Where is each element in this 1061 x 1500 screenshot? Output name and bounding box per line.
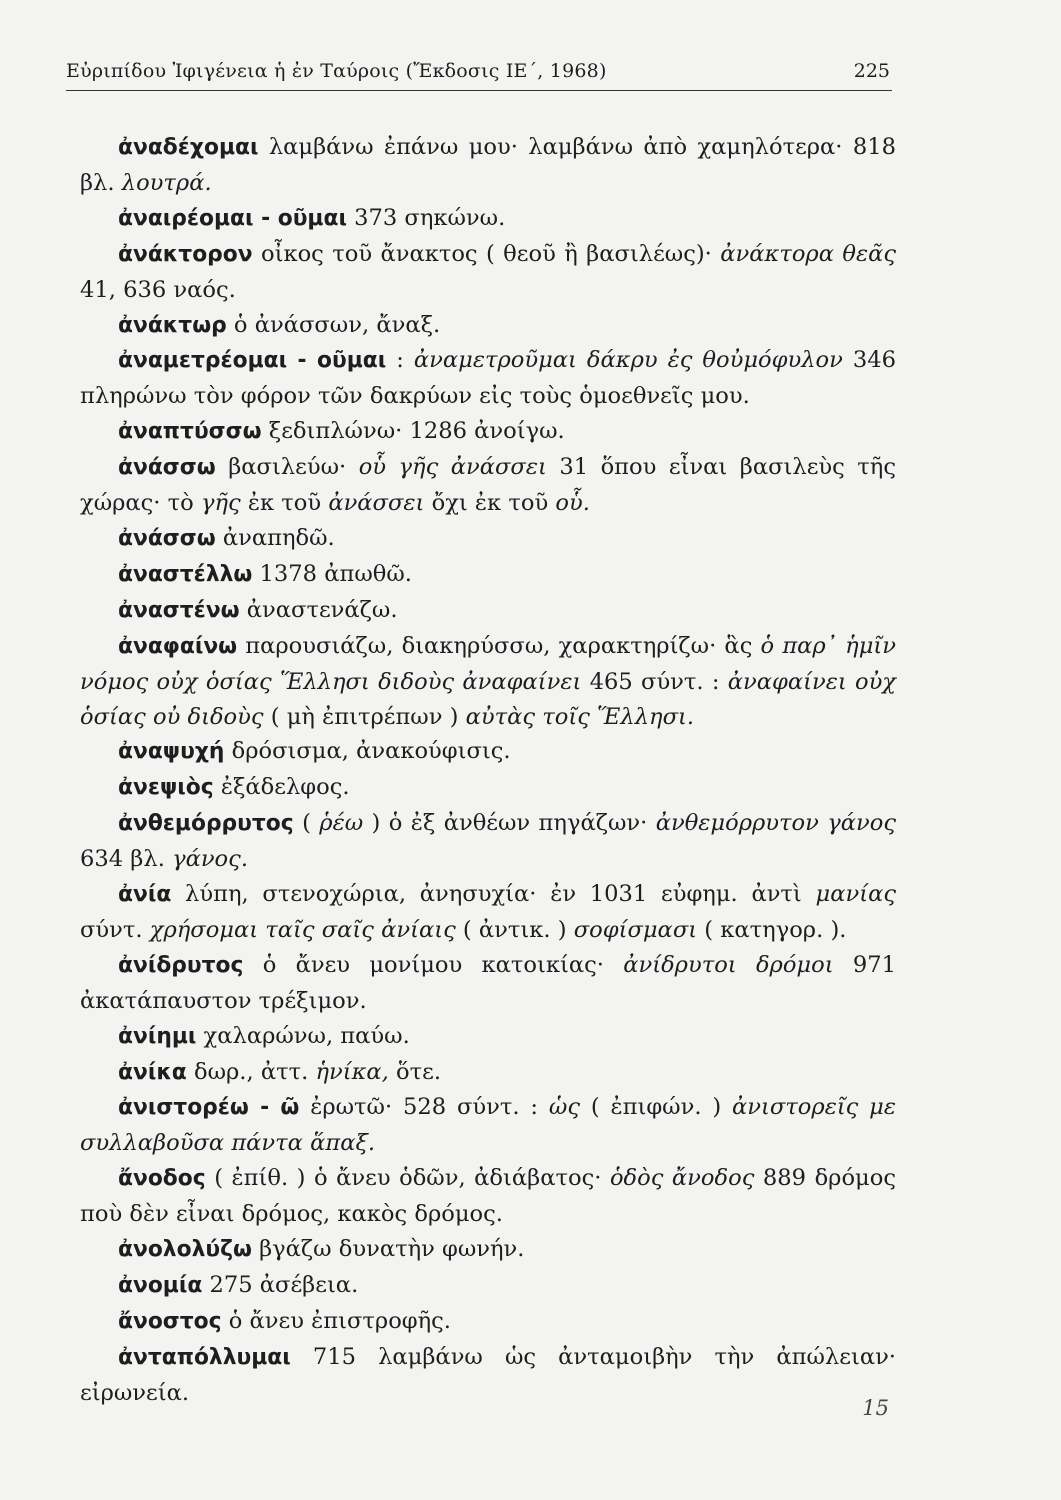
entry-quotation: ἀνάσσει bbox=[328, 490, 425, 517]
entry-headword: ἀνταπόλλυμαι bbox=[118, 1344, 291, 1370]
entry-quotation: ἀναφαίνει οὐχ ὁσίας οὐ διδοὺς bbox=[80, 668, 896, 730]
entry-headword: ἀναιρέομαι - οῦμαι bbox=[118, 205, 347, 231]
entry-headword: ἀνίδρυτος bbox=[118, 952, 244, 978]
glossary-entry bbox=[80, 1019, 896, 1055]
glossary-entry bbox=[80, 734, 896, 770]
entry-definition: ( κατηγορ. ). bbox=[697, 916, 847, 943]
glossary-entry bbox=[80, 1055, 896, 1091]
entry-headword: ἀναμετρέομαι - οῦμαι bbox=[118, 348, 387, 374]
entry-headword: ἀνιστορέω - ῶ bbox=[118, 1095, 300, 1121]
running-header bbox=[66, 56, 892, 91]
entry-definition: ( ἐπίθ. ) ὁ ἄνευ ὁδῶν, ἀδιάβατος· bbox=[205, 1165, 610, 1192]
entry-definition: 465 σύντ. : bbox=[581, 668, 728, 695]
entry-headword: ἀνάσσω bbox=[118, 525, 216, 551]
entry-definition: σύντ. bbox=[80, 916, 150, 943]
entry-headword: ἀνάσσω bbox=[118, 455, 216, 481]
entry-quotation: μανίας bbox=[815, 881, 896, 908]
entry-headword: ἀνίκα bbox=[118, 1059, 187, 1085]
entry-definition: 275 ἀσέβεια. bbox=[202, 1272, 359, 1298]
glossary-entry bbox=[80, 593, 896, 629]
entry-quotation: ἀνάκτορα θεᾶς bbox=[720, 240, 896, 267]
entry-headword: ἀνομία bbox=[118, 1273, 203, 1298]
signature-mark: 15 bbox=[862, 1396, 889, 1420]
entry-definition: δωρ., ἀττ. bbox=[186, 1058, 316, 1085]
entry-quotation: χρήσομαι ταῖς σαῖς ἀνίαις bbox=[149, 916, 456, 943]
glossary-entry bbox=[80, 629, 896, 735]
entry-headword: ἀνάκτορον bbox=[118, 241, 253, 267]
glossary-entry bbox=[80, 1232, 896, 1268]
glossary-entry bbox=[80, 308, 896, 344]
entry-definition: ἐκ τοῦ bbox=[240, 490, 329, 517]
glossary-entry bbox=[80, 1268, 896, 1304]
entry-definition: 1378 ἀπωθῶ. bbox=[252, 560, 412, 587]
entry-definition: δρόσισμα, ἀνακούφισις. bbox=[224, 738, 511, 765]
glossary-entry bbox=[80, 1340, 896, 1411]
entry-quotation: σοφίσμασι bbox=[573, 916, 698, 943]
entry-quotation: λουτρά. bbox=[121, 169, 212, 196]
glossary-entry bbox=[80, 450, 896, 521]
entry-headword: ἀναδέχομαι bbox=[118, 135, 259, 160]
entry-quotation: οὗ γῆς ἀνάσσει bbox=[358, 454, 547, 481]
entry-definition: 346 πληρώνω τὸν φόρον τῶν δακρύων εἰς τοὺς ὁμοεθνεῖς μου. bbox=[80, 347, 897, 410]
glossary-entry bbox=[80, 1161, 896, 1232]
glossary-entry bbox=[80, 806, 896, 877]
entry-definition: ἀναπηδῶ. bbox=[215, 524, 335, 551]
entry-definition: ὁ ἄνευ ἐπιστροφῆς. bbox=[221, 1307, 451, 1334]
entry-definition: ὁ ἄνευ μονίμου κατοικίας· bbox=[243, 951, 624, 978]
entry-definition: λύπη, στενοχώρια, ἀνησυχία· ἐν 1031 εὐφημ. ἀντὶ bbox=[171, 881, 816, 908]
entry-quotation: γάνος. bbox=[172, 846, 248, 873]
entry-quotation: αὐτὰς τοῖς Ἕλλησι. bbox=[465, 703, 695, 730]
entry-definition: 634 βλ. bbox=[80, 846, 173, 873]
entry-headword: ἀναστένω bbox=[118, 597, 240, 623]
entry-definition: : bbox=[386, 347, 414, 374]
entry-quotation: ὁ παρ᾽ ἡμῖν νόμος οὐχ ὁσίας Ἕλλησι διδοὺς ἀναφαίνει bbox=[80, 632, 896, 695]
entry-definition: ( ἐπιφών. ) bbox=[579, 1094, 733, 1121]
glossary-entry bbox=[80, 948, 896, 1019]
entry-headword: ἀναπτύσσω bbox=[118, 419, 262, 445]
entry-quotation: ἀνιστορεῖς με συλλαβοῦσα πάντα ἅπαξ. bbox=[80, 1094, 896, 1157]
entry-quotation: ἀνίδρυτοι δρόμοι bbox=[623, 951, 834, 978]
entry-definition: 889 δρόμος ποὺ δὲν εἶναι δρόμος, κακὸς δρόμος. bbox=[80, 1165, 896, 1228]
entry-definition: παρουσιάζω, διακηρύσσω, χαρακτηρίζω· ἃς bbox=[237, 632, 761, 659]
glossary-entry bbox=[80, 877, 896, 948]
entry-definition: ἀναστενάζω. bbox=[239, 596, 398, 623]
entry-headword: ἄνοδος bbox=[118, 1166, 206, 1192]
entry-headword: ἄνοστος bbox=[118, 1308, 222, 1334]
entry-quotation: ἀναμετροῦμαι δάκρυ ἐς θοὐμόφυλον bbox=[413, 347, 843, 374]
entry-definition: ἐξάδελφος. bbox=[213, 774, 350, 801]
entry-definition: ὅτε. bbox=[388, 1058, 442, 1085]
entry-headword: ἀνία bbox=[118, 882, 172, 908]
entry-definition: ὄχι ἐκ τοῦ bbox=[424, 490, 556, 517]
entry-headword: ἀναφαίνω bbox=[118, 633, 238, 659]
entry-headword: ἀναψυχή bbox=[118, 739, 225, 765]
entry-headword: ἀνθεμόρρυτος bbox=[118, 811, 294, 837]
glossary-entry bbox=[80, 770, 896, 806]
entry-definition: 373 σηκώνω. bbox=[346, 204, 506, 231]
entry-definition: οἶκος τοῦ ἄνακτος ( θεοῦ ἢ βασιλέως)· bbox=[252, 240, 721, 267]
glossary-entry bbox=[80, 1090, 896, 1161]
entry-definition: ἐρωτῶ· 528 σύντ. : bbox=[299, 1094, 549, 1121]
glossary-entry bbox=[80, 414, 896, 450]
page-number: 225 bbox=[853, 60, 890, 82]
entry-headword: ἀνίημι bbox=[118, 1023, 197, 1049]
glossary-entry bbox=[80, 557, 896, 593]
entry-definition: ξεδιπλώνω· 1286 ἀνοίγω. bbox=[261, 418, 565, 445]
entry-quotation: ἡνίκα, bbox=[315, 1058, 389, 1085]
entry-headword: ἀνεψιὸς bbox=[118, 775, 214, 801]
entry-definition: 971 ἀκατάπαυστον τρέξιμον. bbox=[80, 951, 896, 1014]
entry-headword: ἀνάκτωρ bbox=[118, 312, 227, 338]
entry-quotation: γῆς bbox=[200, 490, 241, 517]
entry-quotation: ῥέω bbox=[319, 810, 364, 837]
glossary-entry bbox=[80, 201, 896, 237]
glossary-entry bbox=[80, 1304, 896, 1340]
entry-quotation: οὗ. bbox=[555, 490, 590, 517]
entry-definition: ) ὁ ἐξ ἀνθέων πηγάζων· bbox=[363, 810, 656, 837]
glossary-entry bbox=[80, 237, 896, 308]
entry-definition: λαμβάνω ἐπάνω μου· λαμβάνω ἀπὸ χαμηλότερα· 818 βλ. bbox=[80, 134, 896, 196]
glossary-entry bbox=[80, 521, 896, 557]
entry-definition: 31 ὅπου εἶναι βασιλεὺς τῆς χώρας· τὸ bbox=[80, 454, 896, 517]
entry-definition: 41, 636 ναός. bbox=[80, 276, 236, 303]
entry-definition: βγάζω δυνατὴν φωνήν. bbox=[251, 1236, 525, 1263]
header-title: Εὐριπίδου Ἰφιγένεια ἡ ἐν Ταύροις (Ἔκδοσις ΙΕ΄, 1968) bbox=[66, 60, 607, 82]
entry-definition: βασιλεύω· bbox=[215, 454, 359, 481]
entry-definition: ὁ ἀνάσσων, ἄναξ. bbox=[226, 311, 441, 338]
entry-definition: 715 λαμβάνω ὡς ἀνταμοιβὴν τὴν ἀπώλειαν· εἰρωνεία. bbox=[80, 1343, 896, 1406]
entry-definition: ( bbox=[293, 810, 320, 837]
entry-quotation: ὡς bbox=[548, 1094, 580, 1121]
glossary-entry bbox=[80, 343, 896, 414]
entry-headword: ἀνολολύζω bbox=[118, 1237, 252, 1263]
entry-definition: ( μὴ ἐπιτρέπων ) bbox=[263, 703, 466, 730]
entry-quotation: ὁδὸς ἄνοδος bbox=[609, 1165, 755, 1192]
entry-headword: ἀναστέλλω bbox=[118, 561, 253, 587]
entry-definition: χαλαρώνω, παύω. bbox=[196, 1022, 410, 1049]
glossary-body bbox=[80, 130, 896, 1411]
entry-quotation: ἀνθεμόρρυτον γάνος bbox=[655, 810, 896, 837]
entry-definition: ( ἀντικ. ) bbox=[455, 916, 574, 943]
glossary-entry bbox=[80, 130, 896, 201]
